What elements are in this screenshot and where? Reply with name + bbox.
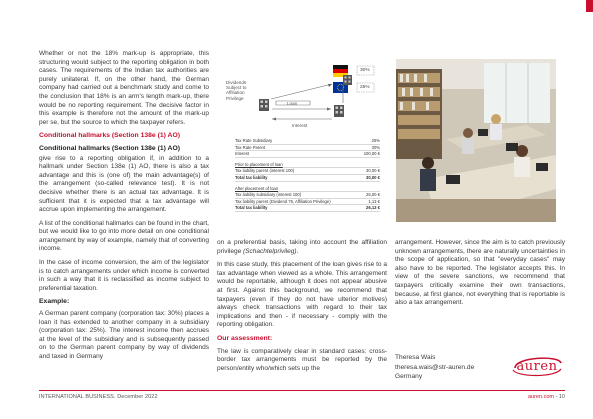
section-heading-red: Conditional hallmarks (Section 138e (1) AO) bbox=[39, 132, 181, 140]
author-email[interactable]: theresa.wais@str-auren.de bbox=[395, 363, 475, 371]
interest-label: Interest bbox=[292, 123, 308, 128]
paragraph: Whether or not the 18% mark-up is appropriate, this structuring would subject to the reporting obligation in both cases. The requirements of the Indian tax authorities are purely unilateral. If, on the other hand, the German company had carried out a benchmark study and come to the conclusion that 18% is an arm's length mark-up, there would be no reporting requirement. The decisive factor in this example is therefore not the amount of the mark-up per se, but the source to which the taxpayer refers. bbox=[39, 50, 209, 126]
loan-label: Loan bbox=[287, 101, 298, 106]
example-heading: Example: bbox=[39, 298, 70, 306]
paragraph: A German parent company (corporation tax: 30%) places a loan it has extended to another company in a subsidiary (corporation tax: 25%). The interest income then accrues at the level of the subsidiary and is subsequently passed on to the German parent company by way of dividends and taxed in Germany bbox=[39, 310, 209, 360]
table-row: Prior to placement of loan bbox=[235, 162, 380, 169]
column-2 bbox=[217, 239, 387, 378]
office-photo bbox=[396, 59, 556, 222]
building-borrower-icon bbox=[334, 105, 344, 117]
author-country: Germany bbox=[395, 373, 423, 381]
table-row: Total tax liability 26,13 € bbox=[235, 205, 380, 211]
column-1 bbox=[39, 50, 209, 367]
author-signature bbox=[395, 353, 474, 382]
paragraph: A list of the conditional hallmarks can be found in the chart, but we would like to go into more detail on one conditional arrangement by way of example, namely that of converting income. bbox=[39, 219, 209, 253]
logo-text: auren bbox=[516, 358, 558, 374]
subsidiary-tax-rate-label: 25% bbox=[360, 85, 370, 90]
section-heading-bold: Conditional hallmarks (Section 138e (1) AO) bbox=[39, 144, 181, 152]
table-row: Tax liability parent (Dividend 75, Affiliation Privilege) 1,13 € bbox=[235, 198, 380, 204]
table-row: Total tax liability 30,00 € bbox=[235, 174, 380, 180]
building-parent-icon bbox=[343, 75, 352, 85]
top-accent-bar bbox=[586, 0, 593, 12]
paragraph: arrangement. However, since the aim is to catch previously unknown arrangements, there are naturally uncertainties in the scope of application, so that "everyday cases" may also have to be reported. The legislator accepts this. In view of the severe sanctions, we recommend that taxpayers critically examine their own transactions, because, at first glance, not everything that is reportable is also a tax arrangement. bbox=[395, 239, 565, 307]
building-subsidiary-icon bbox=[259, 99, 269, 111]
assessment-heading: Our assessment: bbox=[217, 334, 273, 342]
dividends-label: Dividends Subject to Affiliation Privilege bbox=[226, 80, 247, 101]
office-photo-graphic bbox=[396, 59, 556, 222]
loan-structure-diagram bbox=[226, 59, 386, 135]
footer-divider bbox=[39, 390, 565, 391]
parent-tax-rate-label: 30% bbox=[360, 68, 370, 73]
auren-logo bbox=[509, 353, 565, 379]
tax-calculation-table bbox=[235, 138, 380, 212]
column-3 bbox=[395, 239, 565, 313]
author-name: Theresa Wais bbox=[395, 354, 436, 361]
table-row: Interest 100,00 € bbox=[235, 151, 380, 157]
table-row: Tax liability subsidiary (interest 100) 25,00 € bbox=[235, 192, 380, 198]
table-row: Tax liability parent (interest 100) 30,00 € bbox=[235, 168, 380, 174]
footer-page-info: auren.com - 10 bbox=[527, 394, 565, 400]
paragraph: give rise to a reporting obligation if, in addition to a hallmark under Section 138e (1) AO, there is also a tax advantage and this is (one of) the main advantage(s) of the arrangement (so-called relevance test). It is not decisive whether there is an actual tax advantage. It is sufficient that it is expected that a tax advantage will accrue upon implementing the arrangement. bbox=[39, 154, 209, 214]
page-number: 10 bbox=[558, 394, 565, 400]
table-row: Tax Rate Subsidiary 25% bbox=[235, 138, 380, 143]
table-row: Tax Rate Parent 30% bbox=[235, 144, 380, 150]
paragraph: on a preferential basis, taking into account the affiliation privilege (Schachtelprivileg). bbox=[217, 239, 387, 255]
table-row: After placement of loan bbox=[235, 186, 380, 193]
paragraph: In this case study, this placement of the loan gives rise to a tax advantage when viewed as a whole. This arrangement would be reportable, although it does not appear abusive at first. Against this background, we recommend that taxpayers (even if they do not have ulterior motives) always check transactions with regard to their tax implications and then - if necessary - comply with the reporting obligation. bbox=[217, 261, 387, 329]
paragraph: The law is comparatively clear in standard cases: cross-border tax arrangements must be reported by the person/entity who/which sets up the bbox=[217, 347, 387, 372]
paragraph: In the case of income conversion, the aim of the legislator is to catch arrangements under which income is converted in such a way that it is reclassified as income subject to preferential taxation. bbox=[39, 259, 209, 292]
footer-site-link[interactable]: auren.com bbox=[527, 394, 554, 400]
footer-publication: INTERNATIONAL BUSINESS. December 2022 bbox=[39, 394, 158, 400]
